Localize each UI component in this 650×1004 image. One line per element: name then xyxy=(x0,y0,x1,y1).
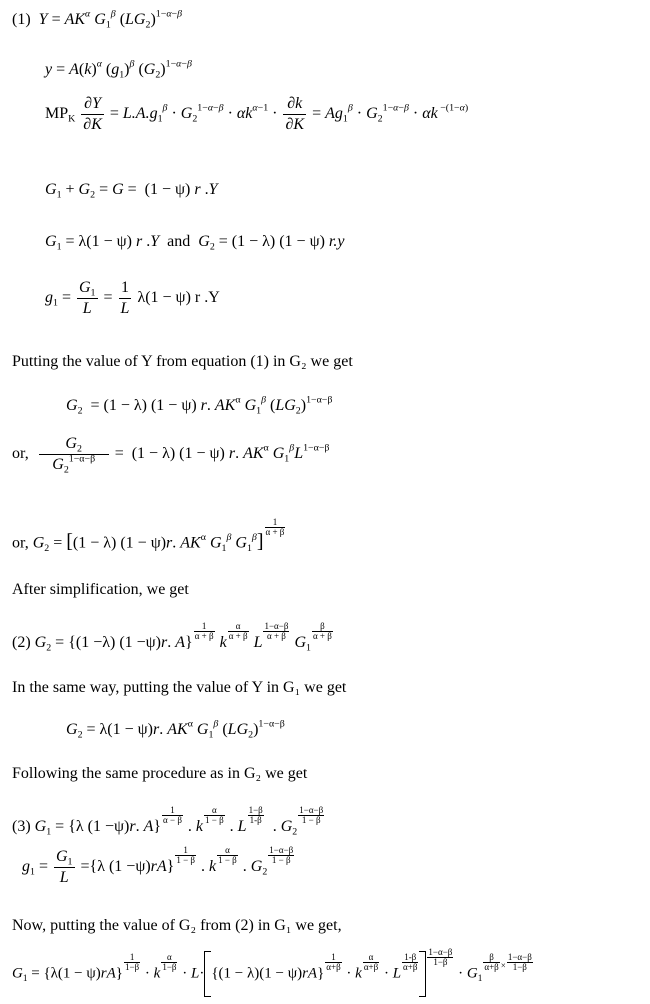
equation-2: (2) $G_2 = \{(1 -\lambda)$ (1 −ψ)r. A} $\frac{1}{\alpha + \beta}$ k $\frac{\alpha}{\alpha + \beta}$ L $\frac{1-\alpha-\beta}{\alpha + \beta}$ $G_1$ $\frac{\beta}{\alpha + \beta}$ xyxy=(12,621,332,654)
equation-or-bracket: or, $G_2 = [(1 - \lambda) (1 - \psi)r$. $AK^\alpha$ $G_1^\beta$ $G_1^\beta$] $\frac{1}{\alpha + \beta}$ xyxy=(12,517,285,555)
equation-1: (1) $Y = AK^\alpha$ $G_1^\beta$ $(LG_2)^{1-\alpha-\beta}$ xyxy=(12,8,183,31)
equation-government-spending: $G_1 + G_2 = G = (1 - \psi)$ r .Y xyxy=(45,181,218,201)
equation-final: $G_1 = \{\lambda(1 - \psi)rA\}$ $\frac{1}{1-\beta}$ · k $\frac{\alpha}{1-\beta}$ · L· {(1 − λ)(1 − ψ)rA} $\frac{1}{\alpha+\beta}$ · k $\frac{\alpha}{\alpha+\beta}$ · L $\frac{1-\beta}{\alpha+\beta}$ $\frac{1-\alpha-\beta}{1-\beta}$ · $G_1$ $\frac{\beta}{\alpha+\beta}$ × $\frac{1-\alpha-\beta}{1-\beta}$ xyxy=(12,948,534,997)
paragraph-following-procedure: Following the same procedure as in G₂ we get xyxy=(12,765,308,782)
equation-g1-ratio: $g_1$ = $\frac{G_1}{L}$ ={λ (1 −ψ)rA} $\frac{1}{1 - \beta}$ . k $\frac{\alpha}{1 - \beta}$ . $G_2$ $\frac{1-\alpha-\beta}{1 - \beta}$ xyxy=(22,845,294,886)
equation-g2-substituted: $G_2 = (1 - \lambda) (1 - \psi)$ r. $AK^\alpha$ $G_1^\beta$ $(LG_2)^{1-\alpha-\beta}$ xyxy=(66,394,333,417)
paragraph-putting-value: Putting the value of Y from equation (1) in G₂ we get xyxy=(12,353,353,370)
equation-per-capita: $y = A(k)^\alpha$ $(g_1)^\beta$ $(G_2)^{1-\alpha-\beta}$ xyxy=(45,58,192,81)
equation-number: (3) xyxy=(12,818,31,836)
paragraph-now-putting: Now, putting the value of G₂ from (2) in G₁ we get, xyxy=(12,917,342,934)
equation-number: (1) xyxy=(12,11,31,28)
equation-number: (2) xyxy=(12,634,31,652)
equation-3: (3) $G_1 = \{\lambda$ (1 −ψ)r. A} $\frac{1}{\alpha - \beta}$ . k $\frac{\alpha}{1 - \beta}$ . L $\frac{1-\beta}{1-\beta}$ . $G_2$ $\frac{1-\alpha-\beta}{1 - \beta}$ xyxy=(12,805,324,838)
paragraph-after-simplification: After simplification, we get xyxy=(12,581,189,598)
paragraph-same-way: In the same way, putting the value of Y in G₁ we get xyxy=(12,679,347,696)
equation-g1-g2: $G_1 = \lambda(1 - \psi)$ r .Y and $G_2 = (1 - \lambda) (1 - \psi)$ r.y xyxy=(45,233,345,253)
equation-mpk: $MP_K$ $\frac{\partial Y}{\partial K}$ = $L.A.g_1^\beta \cdot G_2^{1-\alpha-\beta} \cdot \alpha k^{\alpha-1}$ · $\frac{\partial k}{\partial K}$ = $Ag_1^\beta \cdot G_2^{1-\alpha-\beta} \cdot \alpha k$ $^{-(1-\alpha)}$ xyxy=(45,95,469,133)
equation-g2-lambda: $G_2 = \lambda(1 - \psi)r$. $AK^\alpha$ $G_1^\beta$ $(LG_2)^{1-\alpha-\beta}$ xyxy=(66,718,285,741)
equation-or-fraction: or, $\frac{G_2}{G_2^{1-\alpha-\beta}}$ = (1 − λ) (1 − ψ) r. $AK^\alpha$ $G_1^\beta L^{1-\alpha-\beta}$ xyxy=(12,435,330,476)
equation-g1-per-capita: $g_1$ = $\frac{G_1}{L}$ = $\frac{1}{L}$ λ(1 − ψ) r .Y xyxy=(45,279,220,317)
